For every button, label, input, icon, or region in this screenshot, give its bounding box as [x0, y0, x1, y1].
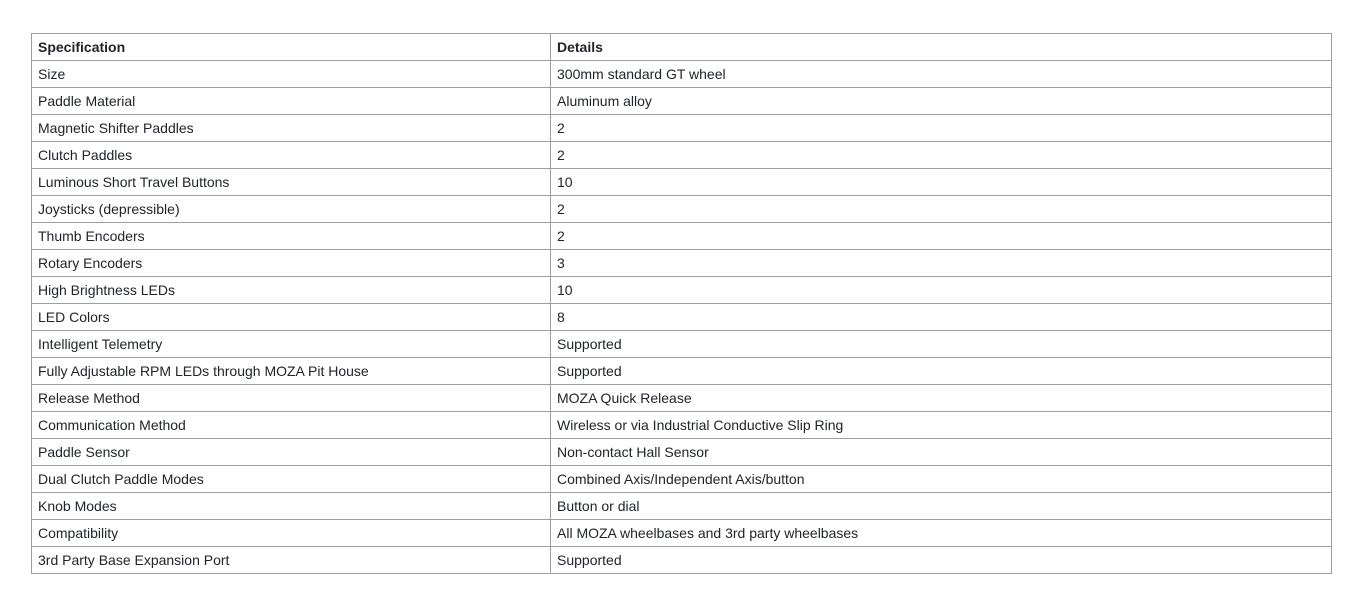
column-header-specification: Specification: [32, 34, 551, 61]
table-row: [32, 520, 1332, 547]
spec-cell: Communication Method: [32, 412, 551, 439]
table-row: [32, 412, 1332, 439]
table-row: [32, 223, 1332, 250]
specification-table: [31, 33, 1332, 574]
detail-cell: Combined Axis/Independent Axis/button: [551, 466, 1332, 493]
spec-cell: LED Colors: [32, 304, 551, 331]
detail-cell: Aluminum alloy: [551, 88, 1332, 115]
table-row: [32, 250, 1332, 277]
table-row: [32, 277, 1332, 304]
spec-cell: Paddle Material: [32, 88, 551, 115]
detail-cell: Button or dial: [551, 493, 1332, 520]
table-row: [32, 115, 1332, 142]
spec-cell: Rotary Encoders: [32, 250, 551, 277]
table-row: [32, 439, 1332, 466]
spec-cell: Paddle Sensor: [32, 439, 551, 466]
detail-cell: 10: [551, 277, 1332, 304]
table-row: [32, 304, 1332, 331]
spec-cell: Fully Adjustable RPM LEDs through MOZA Pit House: [32, 358, 551, 385]
table-row: [32, 466, 1332, 493]
spec-cell: High Brightness LEDs: [32, 277, 551, 304]
spec-cell: Knob Modes: [32, 493, 551, 520]
detail-cell: 2: [551, 223, 1332, 250]
table-row: [32, 331, 1332, 358]
spec-cell: Release Method: [32, 385, 551, 412]
spec-cell: Thumb Encoders: [32, 223, 551, 250]
detail-cell: Supported: [551, 547, 1332, 574]
detail-cell: MOZA Quick Release: [551, 385, 1332, 412]
detail-cell: Wireless or via Industrial Conductive Slip Ring: [551, 412, 1332, 439]
spec-cell: 3rd Party Base Expansion Port: [32, 547, 551, 574]
spec-cell: Compatibility: [32, 520, 551, 547]
table-row: [32, 547, 1332, 574]
table-row: [32, 88, 1332, 115]
spec-cell: Size: [32, 61, 551, 88]
spec-cell: Luminous Short Travel Buttons: [32, 169, 551, 196]
table-row: [32, 169, 1332, 196]
table-row: [32, 493, 1332, 520]
spec-cell: Clutch Paddles: [32, 142, 551, 169]
detail-cell: 3: [551, 250, 1332, 277]
spec-cell: Magnetic Shifter Paddles: [32, 115, 551, 142]
table-row: [32, 196, 1332, 223]
spec-cell: Joysticks (depressible): [32, 196, 551, 223]
table-header-row: [32, 34, 1332, 61]
detail-cell: 300mm standard GT wheel: [551, 61, 1332, 88]
table-row: [32, 61, 1332, 88]
detail-cell: Supported: [551, 331, 1332, 358]
column-header-details: Details: [551, 34, 1332, 61]
table-row: [32, 385, 1332, 412]
detail-cell: 8: [551, 304, 1332, 331]
table-row: [32, 142, 1332, 169]
detail-cell: Non-contact Hall Sensor: [551, 439, 1332, 466]
detail-cell: 2: [551, 196, 1332, 223]
spec-cell: Dual Clutch Paddle Modes: [32, 466, 551, 493]
spec-cell: Intelligent Telemetry: [32, 331, 551, 358]
detail-cell: 2: [551, 115, 1332, 142]
detail-cell: All MOZA wheelbases and 3rd party wheelbases: [551, 520, 1332, 547]
detail-cell: Supported: [551, 358, 1332, 385]
detail-cell: 10: [551, 169, 1332, 196]
table-row: [32, 358, 1332, 385]
detail-cell: 2: [551, 142, 1332, 169]
